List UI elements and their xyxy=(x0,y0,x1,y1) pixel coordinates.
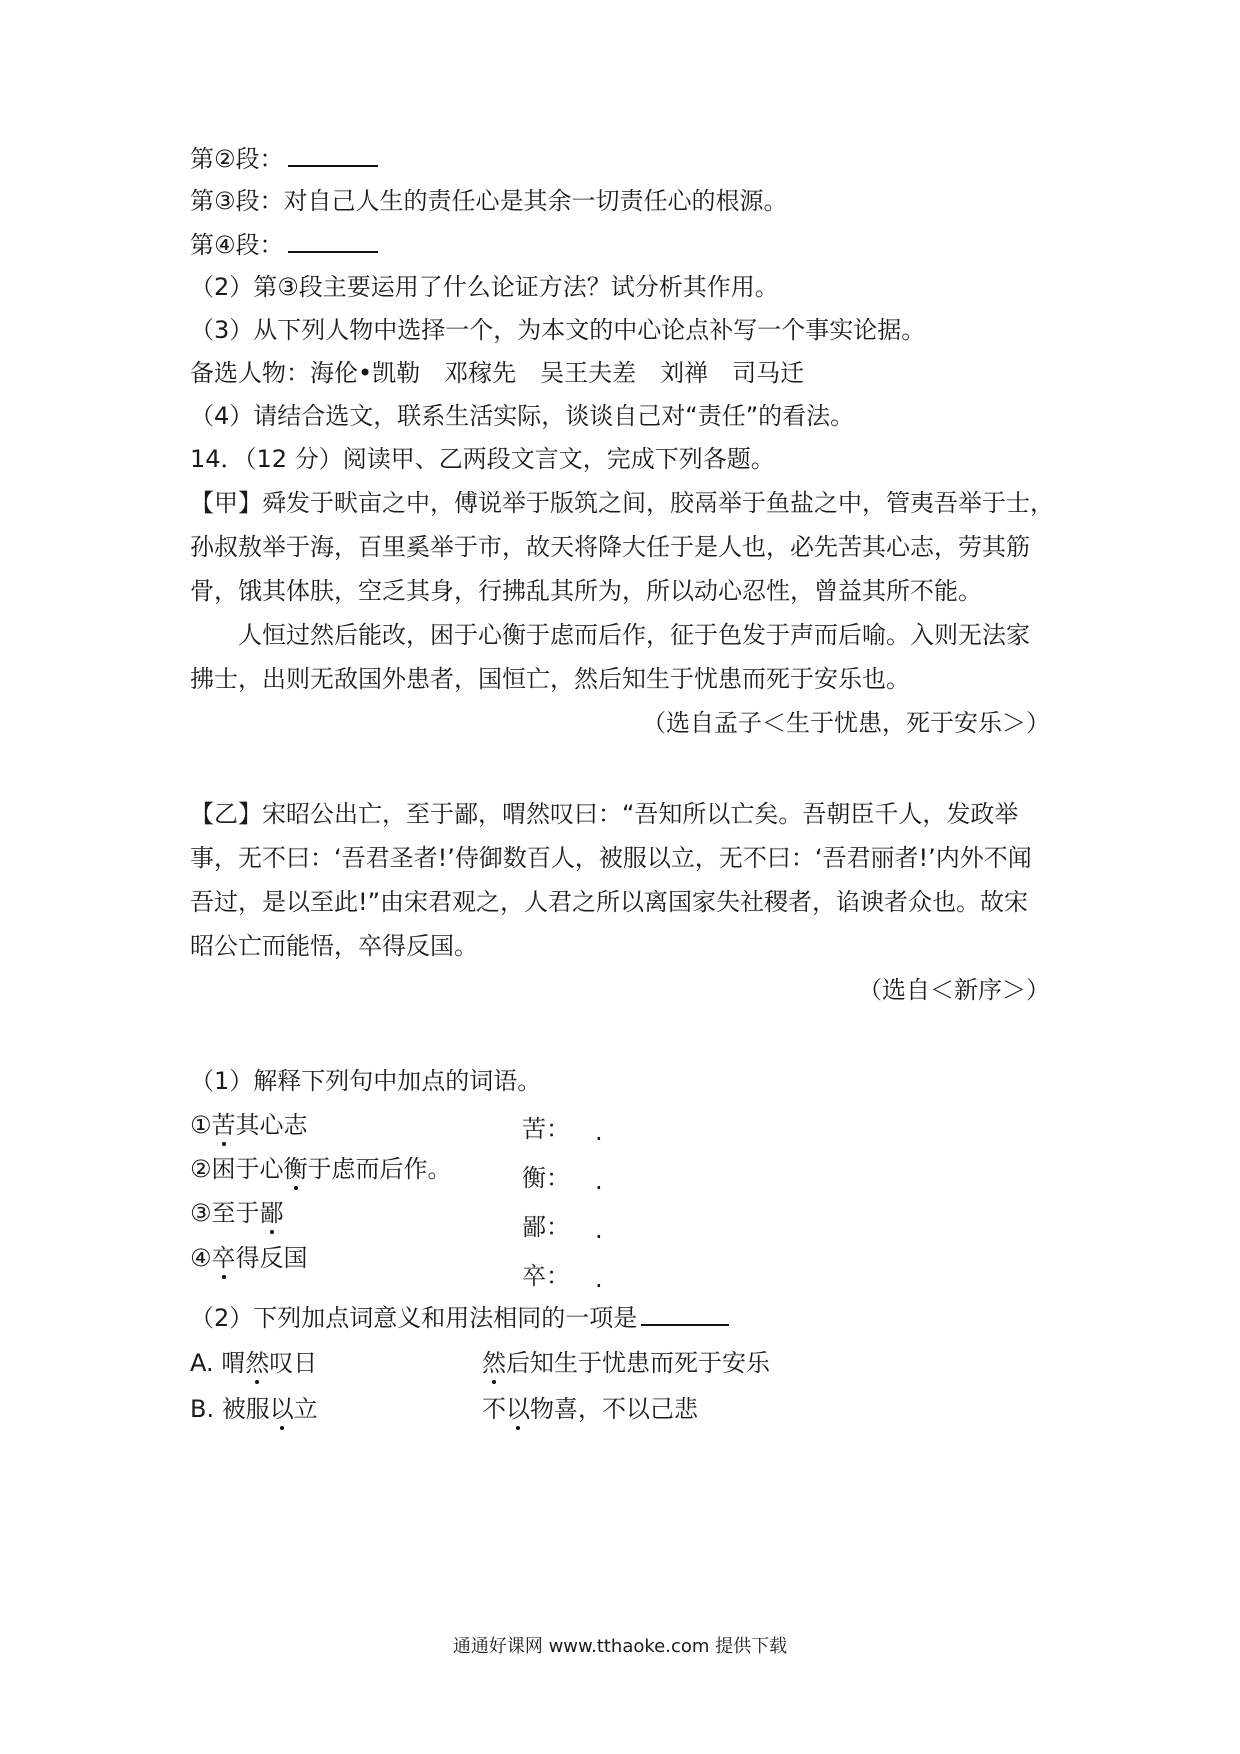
explain-word: 鄙： xyxy=(522,1213,570,1241)
page-footer: 通通好课网 www.tthaoke.com 提供下载 xyxy=(452,1636,788,1657)
option-text: 立 xyxy=(293,1395,318,1423)
passage-jia-line: 【甲】舜发于畎亩之中，傅说举于版筑之间，胶鬲举于鱼盐之中，管夷吾举于士， xyxy=(190,489,1054,517)
passage-jia-line: 孙叔敖举于海，百里奚举于市，故天将降大任于是人也，必先苦其心志，劳其筋 xyxy=(190,533,1030,561)
option-a-right xyxy=(482,1348,770,1378)
question-3: （3）从下列人物中选择一个，为本文的中心论点补写一个事实论据。 xyxy=(190,316,926,344)
option-text: 喟 xyxy=(221,1349,246,1377)
option-b-left xyxy=(190,1394,318,1424)
para4-label: 第④段： xyxy=(190,231,284,259)
answer-blank xyxy=(288,229,378,253)
passage-jia-line: 骨，饿其体肤，空乏其身，行拂乱其所为，所以动心忍性，曾益其所不能。 xyxy=(190,577,982,605)
para3-line: 第③段：对自己人生的责任心是其余一切责任心的根源。 xyxy=(190,187,788,215)
explain-answer: . xyxy=(595,1216,603,1244)
option-text: 后知生于忧患而死于安乐 xyxy=(506,1349,770,1377)
explain-word: 卒： xyxy=(522,1262,570,1290)
para2-line xyxy=(190,143,378,174)
answer-blank xyxy=(641,1302,729,1326)
option-a-left xyxy=(190,1348,317,1378)
dotted-word: 然 xyxy=(245,1349,270,1377)
option-text: 不 xyxy=(482,1395,506,1423)
explain-item xyxy=(190,1198,284,1228)
item-suffix: 得反国 xyxy=(235,1244,308,1272)
choice-question: （2）下列加点词意义和用法相同的一项是 xyxy=(190,1304,638,1332)
dotted-word: 卒 xyxy=(211,1244,236,1272)
passage-yi-line: 【乙】宋昭公出亡，至于鄙，喟然叹曰：“吾知所以亡矣。吾朝臣千人，发政举 xyxy=(190,800,1019,828)
dotted-word: 衡 xyxy=(283,1155,308,1183)
para2-label: 第②段： xyxy=(190,145,284,173)
dotted-word: 鄙 xyxy=(259,1199,284,1227)
option-label: A. xyxy=(190,1349,214,1377)
dotted-word: 苦 xyxy=(211,1111,236,1139)
passage-yi-line: 吾过，是以至此!”由宋君观之，人君之所以离国家失社稷者，谄谀者众也。故宋 xyxy=(190,888,1029,916)
option-text: 物喜，不以己悲 xyxy=(530,1395,698,1423)
explain-title: （1）解释下列句中加点的词语。 xyxy=(190,1067,542,1095)
source-yi: （选自＜新序＞） xyxy=(858,976,1050,1004)
item-prefix: ③至于 xyxy=(190,1199,260,1227)
question-2: （2）第③段主要运用了什么论证方法？试分析其作用。 xyxy=(190,273,779,301)
dotted-word: 然 xyxy=(482,1349,506,1377)
explain-item xyxy=(190,1110,308,1140)
answer-blank xyxy=(288,143,378,167)
passage-jia-line: 拂士，出则无敌国外患者，国恒亡，然后知生于忧患而死于安乐也。 xyxy=(190,665,910,693)
dotted-word: 以 xyxy=(269,1395,294,1423)
question-14: 14．（12 分）阅读甲、乙两段文言文，完成下列各题。 xyxy=(190,445,775,473)
passage-yi-line: 事，无不曰：‘吾君圣者!’侍御数百人，被服以立，无不曰：‘吾君丽者!’内外不闻 xyxy=(190,844,1032,872)
candidates: 备选人物：海伦•凯勒 邓稼先 吴王夫差 刘禅 司马迁 xyxy=(190,359,805,387)
explain-answer: . xyxy=(595,1167,603,1195)
explain-word: 苦： xyxy=(522,1115,570,1143)
explain-word: 衡： xyxy=(522,1164,570,1192)
explain-answer: . xyxy=(595,1265,603,1293)
explain-answer: . xyxy=(595,1118,603,1146)
option-b-right xyxy=(482,1394,698,1424)
option-text: 被服 xyxy=(221,1395,270,1423)
option-text: 叹日 xyxy=(269,1349,318,1377)
passage-yi-line: 昭公亡而能悟，卒得反国。 xyxy=(190,932,478,960)
dotted-word: 以 xyxy=(506,1395,530,1423)
item-suffix: 其心志 xyxy=(235,1111,308,1139)
item-prefix: ②困于心 xyxy=(190,1155,284,1183)
choice-title xyxy=(190,1302,729,1333)
passage-jia-line: 人恒过然后能改，困于心衡于虑而后作，征于色发于声而后喻。入则无法家 xyxy=(238,621,1030,649)
item-suffix: 于虑而后作。 xyxy=(307,1155,452,1183)
explain-item xyxy=(190,1243,308,1273)
source-jia: （选自孟子＜生于忧患，死于安乐＞） xyxy=(642,709,1050,737)
option-label: B. xyxy=(190,1395,215,1423)
item-prefix: ① xyxy=(190,1111,212,1139)
item-prefix: ④ xyxy=(190,1244,212,1272)
question-4: （4）请结合选文，联系生活实际，谈谈自己对“责任”的看法。 xyxy=(190,402,855,430)
para4-line xyxy=(190,229,378,260)
explain-item xyxy=(190,1154,452,1184)
